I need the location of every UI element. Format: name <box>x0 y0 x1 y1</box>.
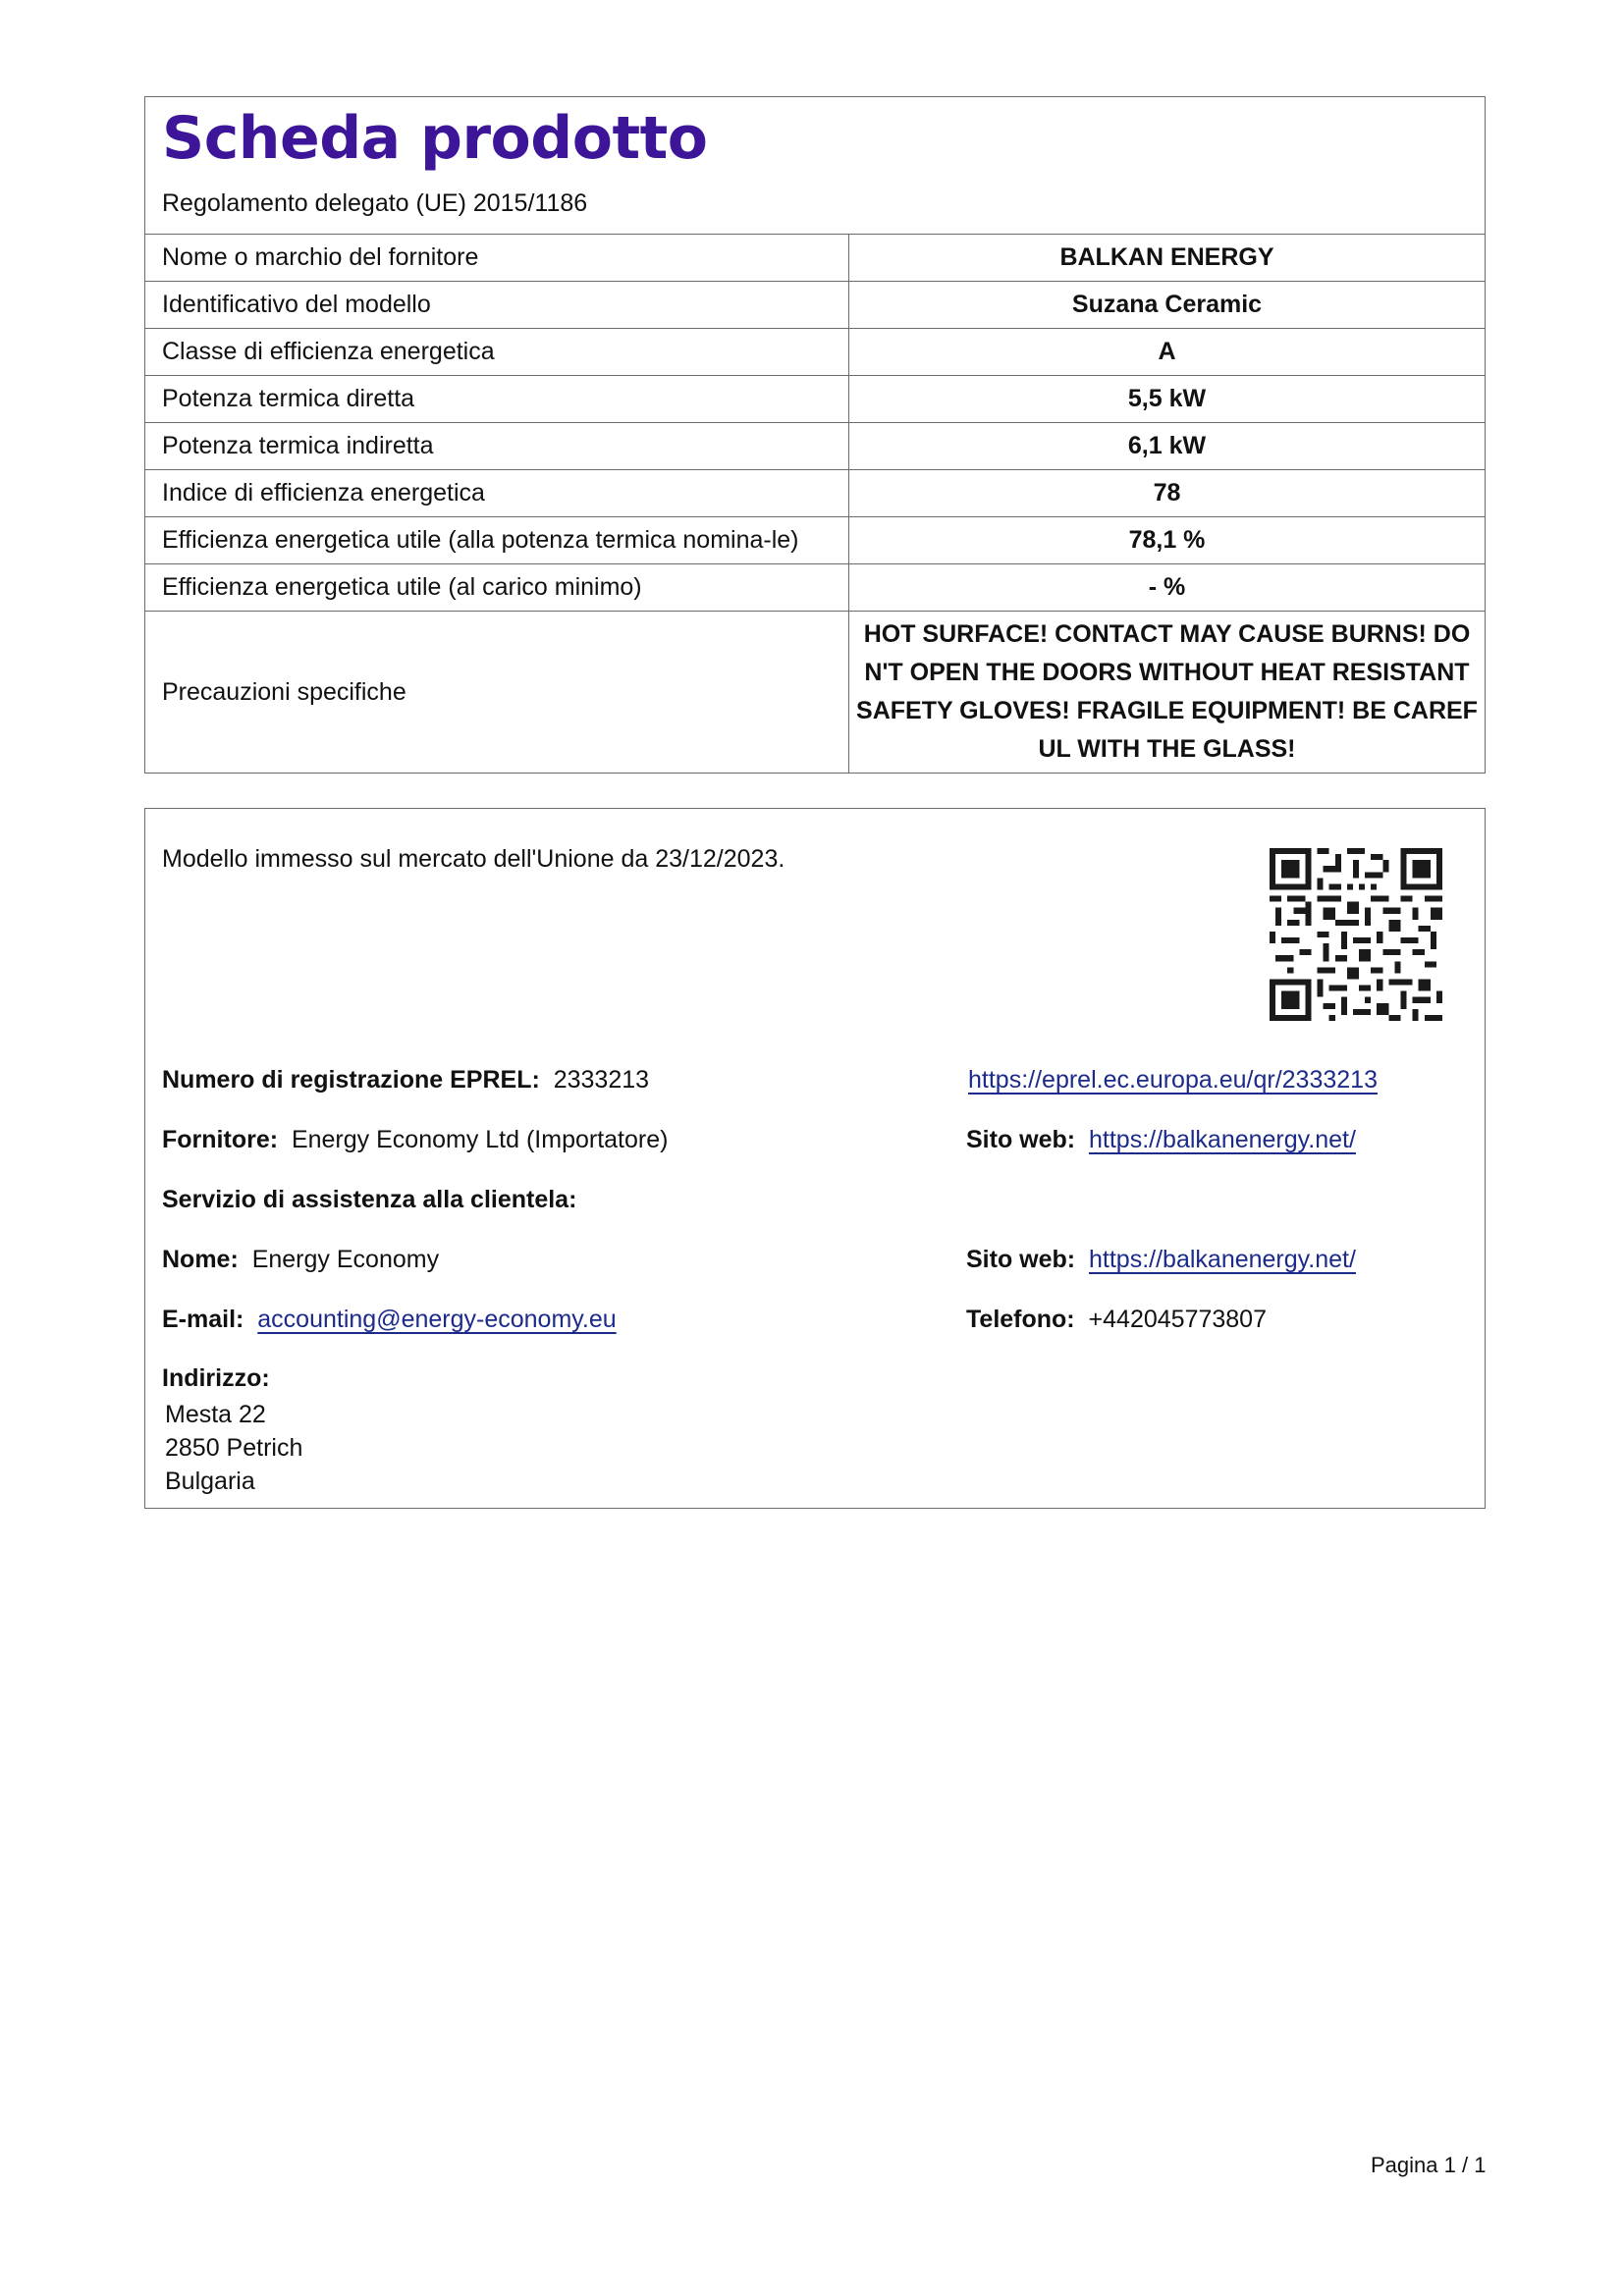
spec-label: Efficienza energetica utile (al carico minimo) <box>145 564 849 612</box>
spec-label: Precauzioni specifiche <box>145 612 849 774</box>
table-row <box>145 612 1485 774</box>
spec-label: Identificativo del modello <box>145 282 849 329</box>
spec-value: 5,5 kW <box>849 376 1486 423</box>
phone-row <box>966 1306 1267 1334</box>
website2-label: Sito web: <box>966 1246 1076 1273</box>
table-row <box>145 564 1485 612</box>
product-sheet-box <box>144 96 1486 774</box>
website2-link[interactable]: https://balkanenergy.net/ <box>1089 1246 1356 1273</box>
spec-value: - % <box>849 564 1486 612</box>
address-line: 2850 Petrich <box>165 1434 303 1462</box>
supplier-row <box>162 1126 668 1154</box>
address-line: Mesta 22 <box>165 1401 266 1428</box>
email-link[interactable]: accounting@energy-economy.eu <box>257 1306 617 1333</box>
table-row <box>145 470 1485 517</box>
market-date-text: Modello immesso sul mercato dell'Unione da 23/12/2023. <box>162 845 785 873</box>
spec-value: 78,1 % <box>849 517 1486 564</box>
spec-label: Potenza termica indiretta <box>145 423 849 470</box>
table-row <box>145 517 1485 564</box>
page-number: Pagina 1 / 1 <box>1371 2153 1487 2177</box>
table-row <box>145 235 1485 282</box>
page-title: Scheda prodotto <box>162 104 708 173</box>
table-row <box>145 282 1485 329</box>
regulation-subtitle: Regolamento delegato (UE) 2015/1186 <box>162 189 588 217</box>
name-value: Energy Economy <box>251 1246 440 1273</box>
address-block <box>165 1398 302 1498</box>
spec-label: Nome o marchio del fornitore <box>145 235 849 282</box>
spec-value: 78 <box>849 470 1486 517</box>
email-label: E-mail: <box>162 1306 244 1333</box>
spec-value: BALKAN ENERGY <box>849 235 1486 282</box>
supplier-label: Fornitore: <box>162 1126 279 1153</box>
website2-row <box>966 1246 1356 1274</box>
table-row <box>145 329 1485 376</box>
address-line: Bulgaria <box>165 1468 255 1495</box>
spec-label: Classe di efficienza energetica <box>145 329 849 376</box>
spec-label: Potenza termica diretta <box>145 376 849 423</box>
name-row <box>162 1246 439 1274</box>
spec-value-warning: HOT SURFACE! CONTACT MAY CAUSE BURNS! DON'T OPEN THE DOORS WITHOUT HEAT RESISTANT SAFETY GLOVES! FRAGILE EQUIPMENT! BE CAREFUL WITH THE GLASS! <box>849 612 1486 774</box>
eprel-label: Numero di registrazione EPREL: <box>162 1066 540 1094</box>
supplier-info-box <box>144 808 1486 1509</box>
spec-label: Efficienza energetica utile (alla potenza termica nomina-le) <box>145 517 849 564</box>
website-row <box>966 1126 1356 1154</box>
website-link[interactable]: https://balkanenergy.net/ <box>1089 1126 1356 1153</box>
website-label: Sito web: <box>966 1126 1076 1153</box>
email-row <box>162 1306 617 1334</box>
phone-value: +442045773807 <box>1088 1306 1267 1333</box>
spec-label: Indice di efficienza energetica <box>145 470 849 517</box>
eprel-number: 2333213 <box>553 1066 650 1094</box>
spec-value: A <box>849 329 1486 376</box>
qr-code-icon[interactable] <box>1270 848 1442 1021</box>
spec-value: Suzana Ceramic <box>849 282 1486 329</box>
table-row <box>145 376 1485 423</box>
address-label: Indirizzo: <box>162 1364 270 1392</box>
supplier-value: Energy Economy Ltd (Importatore) <box>291 1126 669 1153</box>
table-row <box>145 423 1485 470</box>
eprel-row <box>162 1066 649 1095</box>
name-label: Nome: <box>162 1246 239 1273</box>
spec-value: 6,1 kW <box>849 423 1486 470</box>
specs-table <box>145 234 1485 773</box>
eprel-link[interactable]: https://eprel.ec.europa.eu/qr/2333213 <box>968 1066 1378 1094</box>
customer-service-heading: Servizio di assistenza alla clientela: <box>162 1186 577 1213</box>
phone-label: Telefono: <box>966 1306 1075 1333</box>
